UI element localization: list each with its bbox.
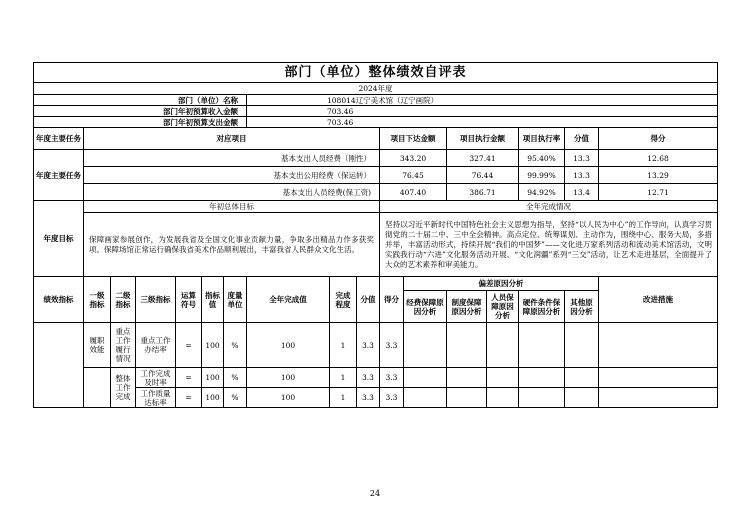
perf-r3 <box>487 323 519 368</box>
perf-score: 3.3 <box>357 323 380 368</box>
task-score: 13.3 <box>565 150 599 167</box>
task-name: 基本支出人员经费(保工资) <box>84 184 380 201</box>
goal-overall-text: 保障画家参展创作，为发展我省及全国文化事业贡献力量，争取多出精品力作多获奖项。保障场馆正常运行确保我省美术作品顺利展出，丰富我省人民群众文化生活。 <box>84 213 380 277</box>
perf-header-r1: 经费保障原因分析 <box>404 291 447 323</box>
task-header-label: 年度主要任务 <box>34 128 84 150</box>
task-budget: 76.45 <box>380 167 447 184</box>
perf-header-r4: 硬件条件保障原因分析 <box>519 291 565 323</box>
perf-l1 <box>84 368 111 408</box>
perf-r1 <box>404 388 447 408</box>
perf-r2 <box>447 323 487 368</box>
perf-header-label: 绩效指标 <box>34 277 84 323</box>
perf-r2 <box>447 368 487 388</box>
perf-fix <box>599 368 718 388</box>
perf-score: 3.3 <box>357 368 380 388</box>
perf-r4 <box>519 368 565 388</box>
perf-header-degree: 完成程度 <box>330 277 357 323</box>
task-header-got: 得分 <box>599 128 718 150</box>
perf-r5 <box>565 388 599 408</box>
perf-op: = <box>176 388 202 408</box>
perf-unit: % <box>224 388 247 408</box>
perf-r2 <box>447 388 487 408</box>
perf-header-r3: 人员保障原因分析 <box>487 291 519 323</box>
perf-side-empty <box>34 323 84 408</box>
info-label-expense: 部门年初预算支出金额 <box>34 117 247 128</box>
info-label-dept: 部门（单位）名称 <box>34 95 247 106</box>
task-score: 13.3 <box>565 167 599 184</box>
perf-header-r5: 其他原因分析 <box>565 291 599 323</box>
perf-op: = <box>176 323 202 368</box>
perf-l2: 整体工作完成 <box>111 368 136 408</box>
task-exec: 327.41 <box>447 150 519 167</box>
task-budget: 407.40 <box>380 184 447 201</box>
perf-r4 <box>519 323 565 368</box>
perf-r3 <box>487 368 519 388</box>
perf-header-fix: 改进措施 <box>599 277 718 323</box>
task-header-score: 分值 <box>565 128 599 150</box>
task-header-budget: 项目下达金额 <box>380 128 447 150</box>
task-header-item: 对应项目 <box>84 128 380 150</box>
task-rate: 99.99% <box>519 167 565 184</box>
task-rate: 94.92% <box>519 184 565 201</box>
perf-header-l1: 一级指标 <box>84 277 111 323</box>
goal-overall-head: 年初总体目标 <box>84 201 380 213</box>
goal-done-text: 坚持以习近平新时代中国特色社会主义思想为指导，坚持“以人民为中心”的工作导向，认真学习贯彻党的二十届二中、三中全会精神。高点定位、统筹谋划、主动作为，围绕中心、服务大局，多措并举，丰富活动形式，持续开展“我们的中国梦”——文化进万家系列活动和流动美术馆活动，文明实践我行动“六进”文化服务活动开展、“文化润疆”系列“三交”活动，让艺术走进基层，全面提升了大众的艺术素养和审美能力。 <box>380 213 718 277</box>
perf-r4 <box>519 388 565 408</box>
table-title: 部门（单位）整体绩效自评表 <box>34 63 718 83</box>
perf-op: = <box>176 368 202 388</box>
perf-header-got: 得分 <box>380 277 404 323</box>
task-side-label: 年度主要任务 <box>34 150 84 201</box>
perf-header-l3: 三级指标 <box>136 277 176 323</box>
perf-r5 <box>565 323 599 368</box>
perf-header-reason: 偏差原因分析 <box>404 277 599 291</box>
year-label: 2024年度 <box>34 83 718 95</box>
task-rate: 95.40% <box>519 150 565 167</box>
task-got: 12.71 <box>599 184 718 201</box>
perf-l1: 履职效能 <box>84 323 111 368</box>
perf-r5 <box>565 368 599 388</box>
perf-r1 <box>404 323 447 368</box>
perf-header-score: 分值 <box>357 277 380 323</box>
perf-got: 3.3 <box>380 368 404 388</box>
perf-done: 100 <box>247 388 330 408</box>
task-exec: 386.71 <box>447 184 519 201</box>
task-name: 基本支出人员经费（刚性） <box>84 150 380 167</box>
perf-l3: 工作质量达标率 <box>136 388 176 408</box>
task-got: 13.29 <box>599 167 718 184</box>
task-name: 基本支出公用经费（保运转） <box>84 167 380 184</box>
perf-header-r2: 制度保障原因分析 <box>447 291 487 323</box>
task-header-exec: 项目执行金额 <box>447 128 519 150</box>
perf-header-l2: 二级指标 <box>111 277 136 323</box>
task-exec: 76.44 <box>447 167 519 184</box>
perf-done: 100 <box>247 368 330 388</box>
perf-got: 3.3 <box>380 388 404 408</box>
task-got: 12.68 <box>599 150 718 167</box>
perf-degree: 1 <box>330 323 357 368</box>
perf-score: 3.3 <box>357 388 380 408</box>
perf-header-done: 全年完成值 <box>247 277 330 323</box>
perf-header-unit: 度量单位 <box>224 277 247 323</box>
goal-label: 年度目标 <box>34 201 84 277</box>
evaluation-table <box>33 62 718 408</box>
perf-done: 100 <box>247 323 330 368</box>
info-value-income: 703.46 <box>247 106 718 117</box>
info-label-income: 部门年初预算收入金额 <box>34 106 247 117</box>
perf-header-target: 指标值 <box>202 277 224 323</box>
perf-degree: 1 <box>330 368 357 388</box>
goal-done-head: 全年完成情况 <box>380 201 718 213</box>
perf-fix <box>599 388 718 408</box>
perf-target: 100 <box>202 368 224 388</box>
perf-fix <box>599 323 718 368</box>
task-header-rate: 项目执行率 <box>519 128 565 150</box>
perf-l3: 重点工作办结率 <box>136 323 176 368</box>
perf-degree: 1 <box>330 388 357 408</box>
perf-r1 <box>404 368 447 388</box>
perf-unit: % <box>224 323 247 368</box>
perf-unit: % <box>224 368 247 388</box>
perf-l2: 重点工作履行情况 <box>111 323 136 368</box>
info-value-expense: 703.46 <box>247 117 718 128</box>
info-value-dept: 108014辽宁美术馆（辽宁画院） <box>247 95 718 106</box>
perf-l3: 工作完成及时率 <box>136 368 176 388</box>
perf-r3 <box>487 388 519 408</box>
perf-target: 100 <box>202 388 224 408</box>
perf-target: 100 <box>202 323 224 368</box>
task-budget: 343.20 <box>380 150 447 167</box>
perf-header-op: 运算符号 <box>176 277 202 323</box>
task-score: 13.4 <box>565 184 599 201</box>
evaluation-sheet <box>33 62 717 408</box>
perf-got: 3.3 <box>380 323 404 368</box>
page-number: 24 <box>369 489 381 498</box>
